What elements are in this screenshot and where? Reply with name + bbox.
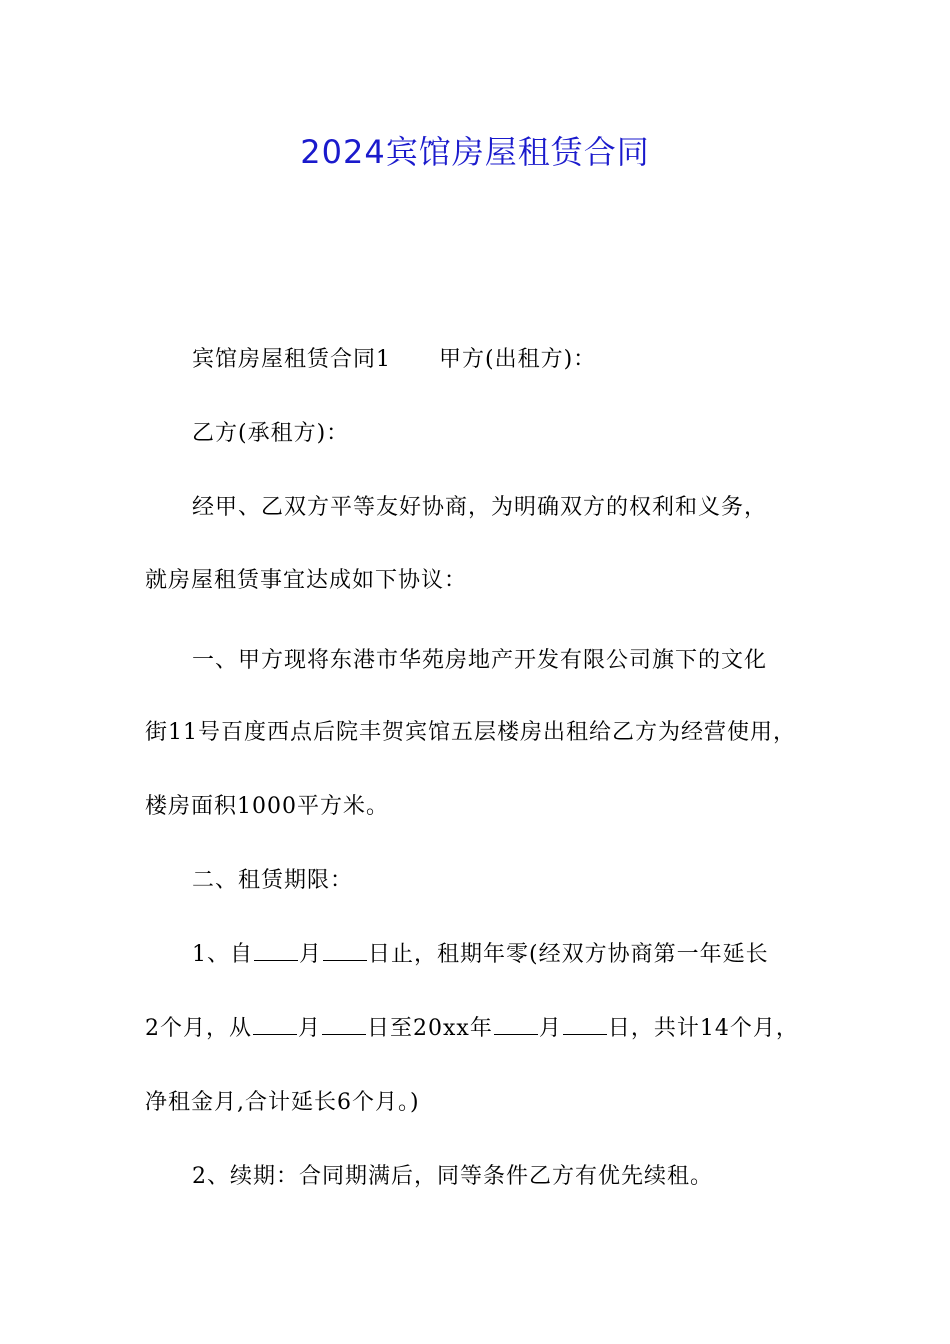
blank-line <box>323 938 367 961</box>
month-label: 月 <box>298 1016 322 1041</box>
item1-prefix: 1、自 <box>192 942 253 967</box>
item1-line2-prefix: 2个月，从 <box>145 1016 252 1041</box>
paragraph-preamble-line1: 经甲、乙双方平等友好协商，为明确双方的权利和义务， <box>192 495 768 520</box>
blank-line <box>494 1012 538 1035</box>
clause-two-heading: 二、租赁期限： <box>192 868 354 893</box>
paragraph-contract-heading <box>192 342 892 378</box>
paragraph-preamble-line2: 就房屋租赁事宜达成如下协议： <box>145 568 468 593</box>
clause-one-line2: 街11号百度西点后院丰贺宾馆五层楼房出租给乙方为经营使用， <box>145 720 796 745</box>
party-a-label: 甲方(出租方)： <box>439 347 597 372</box>
item1-line2-tail: 日，共计14个月， <box>607 1016 799 1041</box>
blank-line <box>563 1012 607 1035</box>
clause-two-item2: 2、续期：合同期满后，同等条件乙方有优先续租。 <box>192 1164 713 1189</box>
clause-one-line3: 楼房面积1000平方米。 <box>145 794 389 819</box>
party-b-label: 乙方(承租方)： <box>192 421 350 446</box>
clause-two-item1-line3: 净租金月,合计延长6个月。) <box>145 1090 420 1115</box>
contract-number-text: 宾馆房屋租赁合同1 <box>192 347 391 372</box>
item1-tail: 日止，租期年零(经双方协商第一年延长 <box>368 942 769 967</box>
clause-two-item1-line1 <box>192 937 892 973</box>
month-label: 月 <box>538 1016 562 1041</box>
clause-two-item1-line2 <box>145 1011 845 1047</box>
document-title: 2024宾馆房屋租赁合同 <box>300 133 650 171</box>
day-to-year-text: 日至20xx年 <box>367 1016 493 1041</box>
blank-line <box>322 1012 366 1035</box>
blank-line <box>254 938 298 961</box>
month-label: 月 <box>299 942 323 967</box>
blank-line <box>253 1012 297 1035</box>
clause-one-line1: 一、甲方现将东港市华苑房地产开发有限公司旗下的文化 <box>192 648 768 673</box>
